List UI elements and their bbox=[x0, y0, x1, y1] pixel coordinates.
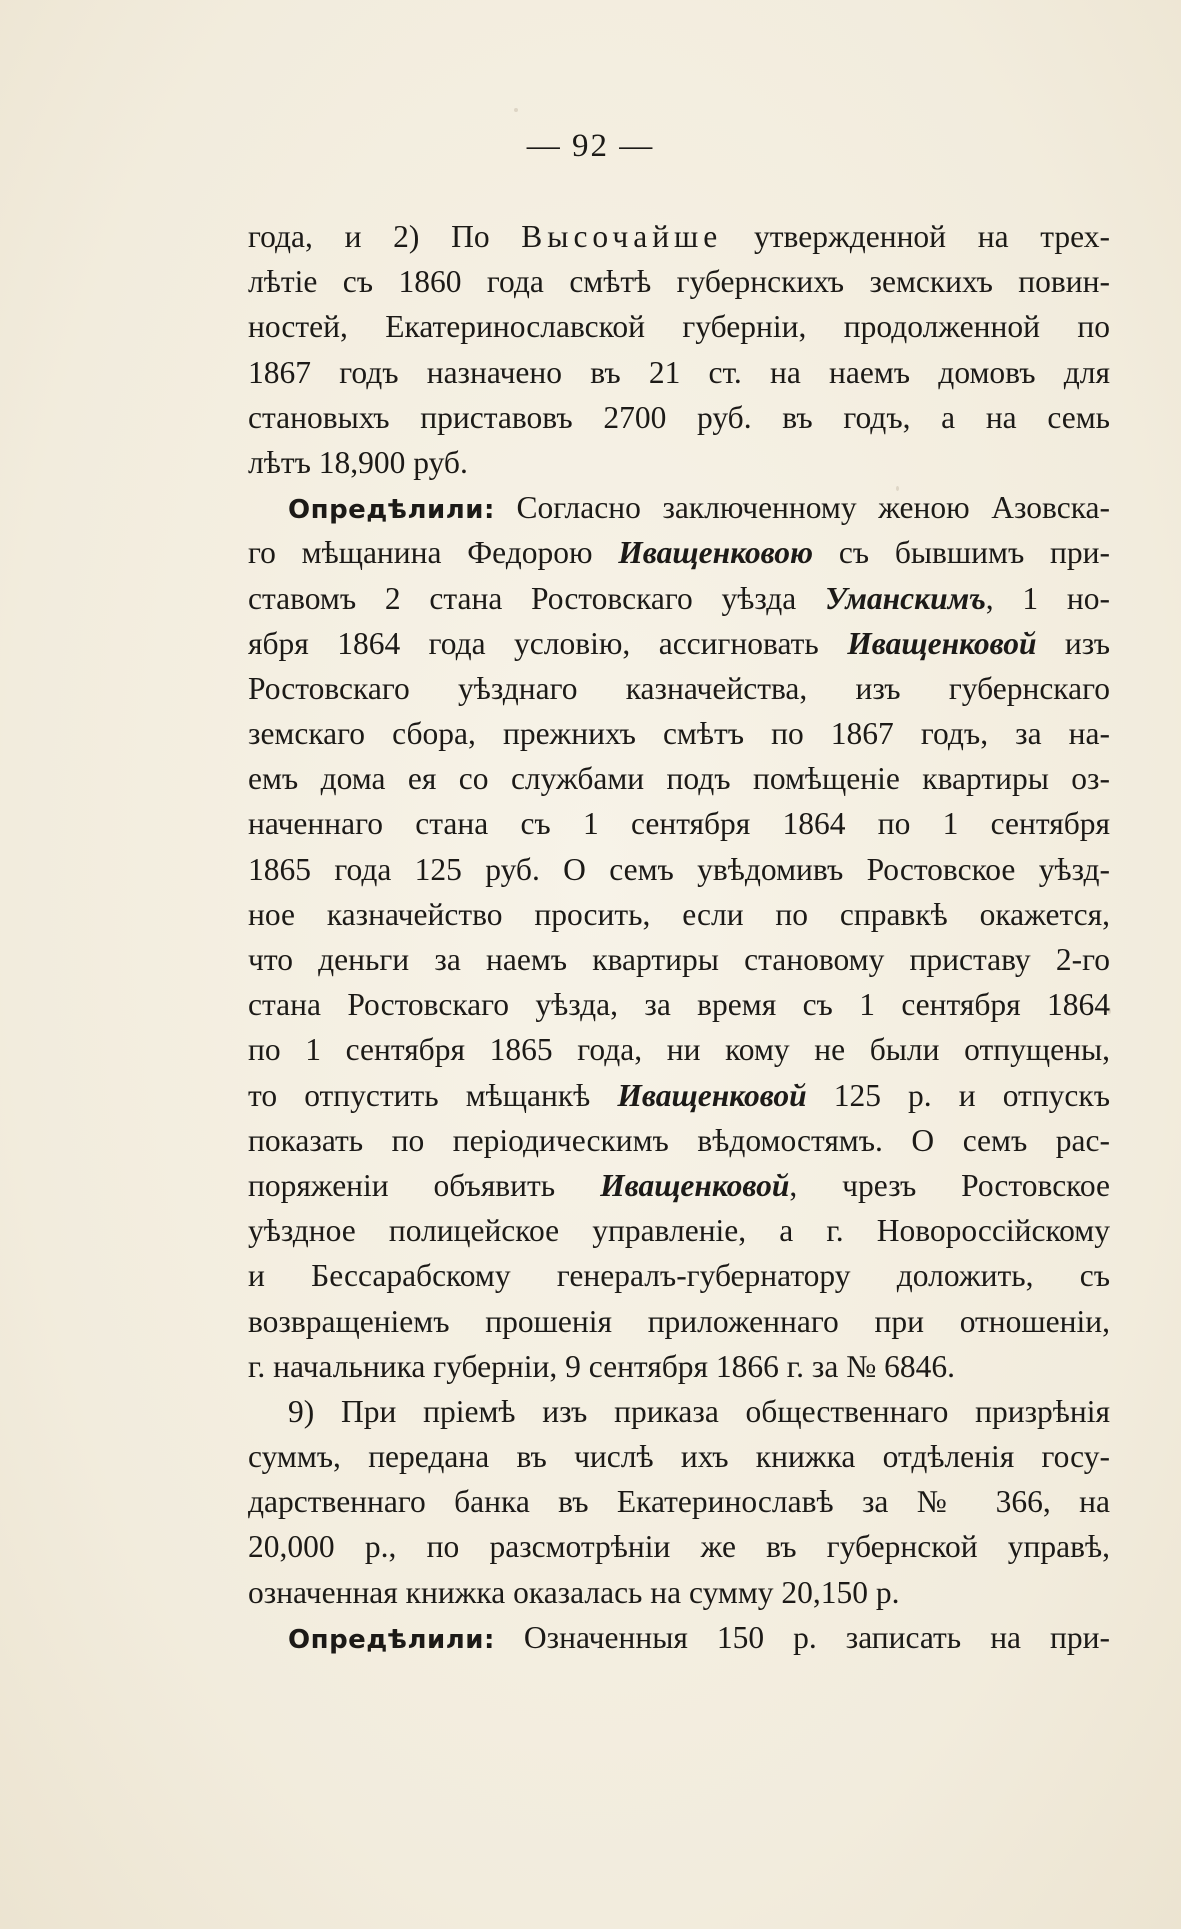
text-line: ное казначейство просить, если по справкѣ окажется, bbox=[248, 896, 1110, 932]
text-line: и Бессарабскому генералъ-губернатору доложить, съ bbox=[248, 1258, 1110, 1294]
page-body bbox=[248, 214, 1110, 1660]
text-line: суммъ, передана въ числѣ ихъ книжка отдѣленія госу- bbox=[248, 1439, 1110, 1475]
text-line: означенная книжка оказалась на сумму 20,150 р. bbox=[248, 1574, 900, 1610]
resolution-line: Опредѣлили: Согласно заключенному женою Азовска- bbox=[288, 490, 1110, 526]
text-line: лѣтъ 18,900 руб. bbox=[248, 444, 468, 480]
resolution-line: Опредѣлили: Означенныя 150 р. записать на при- bbox=[288, 1619, 1110, 1655]
text-line: показать по періодическимъ вѣдомостямъ. О семъ рас- bbox=[248, 1122, 1110, 1158]
text-line: Ростовскаго уѣзднаго казначейства, изъ губернскаго bbox=[248, 670, 1110, 706]
text-line: дарственнаго банка въ Екатеринославѣ за № 366, на bbox=[248, 1484, 1110, 1520]
text-line: ностей, Екатеринославской губерніи, продолженной по bbox=[248, 309, 1110, 345]
text-line: го мѣщанина Федорою Иващенковою съ бывшимъ при- bbox=[248, 535, 1110, 571]
text-line: по 1 сентября 1865 года, ни кому не были отпущены, bbox=[248, 1032, 1110, 1068]
text-line: то отпустить мѣщанкѣ Иващенковой 125 р. и отпускъ bbox=[248, 1077, 1110, 1113]
text-line: земскаго сбора, прежнихъ смѣтъ по 1867 годъ, за на- bbox=[248, 716, 1110, 752]
text-line: г. начальника губерніи, 9 сентября 1866 г. за № 6846. bbox=[248, 1348, 955, 1384]
resolution-label: Опредѣлили: bbox=[288, 495, 495, 526]
surname: Иващенковой bbox=[600, 1167, 790, 1203]
surname: Иващенковой bbox=[617, 1077, 807, 1113]
text-line: наченнаго стана съ 1 сентября 1864 по 1 сентября bbox=[248, 806, 1110, 842]
text-line: поряженіи объявить Иващенковой, чрезъ Ростовское bbox=[248, 1167, 1110, 1203]
surname: Уманскимъ bbox=[824, 580, 986, 616]
text-line: года, и 2) По Высочайше утвержденной на трех- bbox=[248, 219, 1110, 254]
text-line: 9) При пріемѣ изъ приказа общественнаго призрѣнія bbox=[288, 1393, 1110, 1429]
text-line: стана Ростовскаго уѣзда, за время съ 1 сентября 1864 bbox=[248, 987, 1110, 1023]
text-line: 1867 годъ назначено въ 21 ст. на наемъ домовъ для bbox=[248, 354, 1110, 390]
resolution-label: Опредѣлили: bbox=[288, 1624, 495, 1655]
text-line: лѣтіе съ 1860 года смѣтѣ губернскихъ земскихъ повин- bbox=[248, 264, 1110, 300]
text-line: уѣздное полицейское управленіе, а г. Новороссійскому bbox=[248, 1213, 1110, 1249]
text-line: возвращеніемъ прошенія приложеннаго при отношеніи, bbox=[248, 1303, 1110, 1339]
text-line: что деньги за наемъ квартиры становому приставу 2-го bbox=[248, 942, 1110, 977]
text-line: становыхъ приставовъ 2700 руб. въ годъ, а на семь bbox=[248, 399, 1110, 435]
paper-speck bbox=[514, 108, 518, 112]
text-line: ставомъ 2 стана Ростовскаго уѣзда Уманскимъ, 1 но- bbox=[248, 580, 1110, 616]
text-line: 20,000 р., по разсмотрѣніи же въ губернской управѣ, bbox=[248, 1529, 1110, 1565]
text-line: ября 1864 года условію, ассигновать Иващенковой изъ bbox=[248, 625, 1110, 661]
page-number: — 92 — bbox=[526, 128, 655, 164]
surname: Иващенковой bbox=[847, 625, 1037, 661]
surname: Иващенковою bbox=[618, 535, 814, 571]
text-line: 1865 года 125 руб. О семъ увѣдомивъ Ростовское уѣзд- bbox=[248, 851, 1110, 887]
text-line: емъ дома ея со службами подъ помѣщеніе квартиры оз- bbox=[248, 761, 1110, 797]
